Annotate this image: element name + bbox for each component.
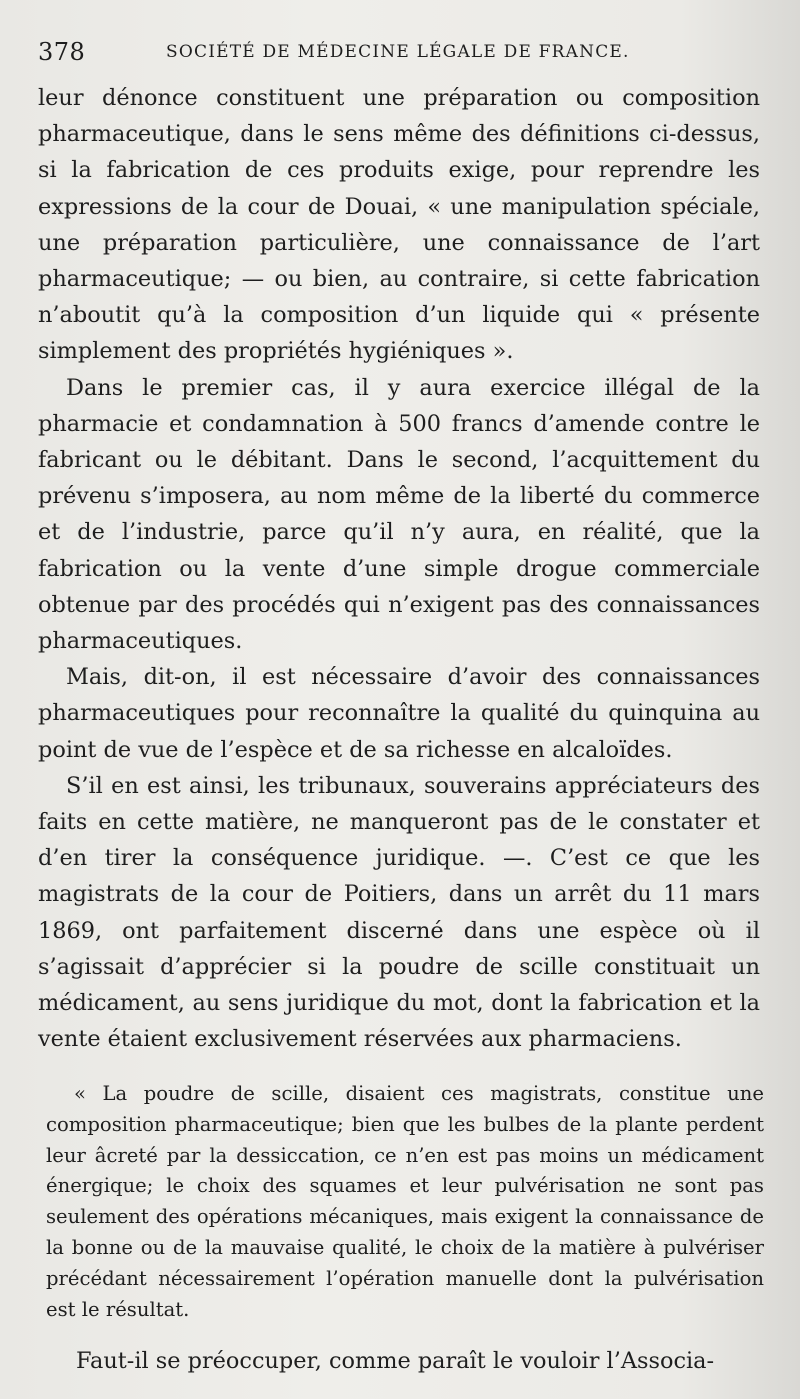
page-header: [38, 38, 760, 72]
paragraph-3: Mais, dit-on, il est nécessaire d’avoir des connaissances pharmaceutiques pour reconnaître la qualité du quinquina au point de vue de l’espèce et de sa richesse en alcaloïdes.: [38, 664, 760, 763]
final-paragraph: [38, 1343, 768, 1379]
court-quotation: [46, 1079, 764, 1325]
paragraph-1: leur dénonce constituent une préparation ou composition pharmaceutique, dans le sens même des définitions ci-dessus, si la fabrication de ces produits exige, pour reprendre les expressions de la cour de Douai, « une manipulation spéciale, une préparation particulière, une connaissance de l’art pharmaceutique; — ou bien, au contraire, si cette fabrication n’aboutit qu’à la composition d’un liquide qui « présente simplement des propriétés hygiéniques ».: [38, 85, 760, 365]
paragraph-2: Dans le premier cas, il y aura exercice illégal de la pharmacie et condamnation à 500 francs d’amende contre le fabricant ou le débitant. Dans le second, l’acquittement du prévenu s’imposera, au nom même de la liberté du commerce et de l’industrie, parce qu’il n’y aura, en réalité, que la fabrication ou la vente d’une simple drogue commerciale obtenue par des procédés qui n’exigent pas des connaissances pharmaceutiques.: [38, 374, 760, 655]
page-number: 378: [38, 38, 86, 66]
quotation-text: « La poudre de scille, disaient ces magistrats, constitue une composition pharmaceutique; bien que les bulbes de la plante perdent leur âcreté par la dessiccation, ce n’en est pas moins un médicament énergique; le choix des squames et leur pulvérisation ne sont pas seulement des opérations mécaniques, mais exigent la connaissance de la bonne ou de la mauvaise qualité, le choix de la matière à pulvériser précédant nécessairement l’opération manuelle dont la pulvérisation est le résultat.: [46, 1082, 764, 1321]
running-title: SOCIÉTÉ DE MÉDECINE LÉGALE DE FRANCE.: [166, 42, 630, 62]
body-text: [38, 80, 760, 1057]
paragraph-4: S’il en est ainsi, les tribunaux, souverains appréciateurs des faits en cette matière, ne manqueront pas de le constater et d’en tirer la conséquence juridique. —. C’est ce que les magistrats de la cour de Poitiers, dans un arrêt du 11 mars 1869, ont parfaitement discerné dans une espèce où il s’agissait d’apprécier si la poudre de scille constituait un médicament, au sens juridique du mot, dont la fabrication et la vente étaient exclusivement réservées aux pharmaciens.: [38, 772, 760, 1053]
final-line: Faut-il se préoccuper, comme paraît le vouloir l’Associa-: [76, 1348, 715, 1374]
